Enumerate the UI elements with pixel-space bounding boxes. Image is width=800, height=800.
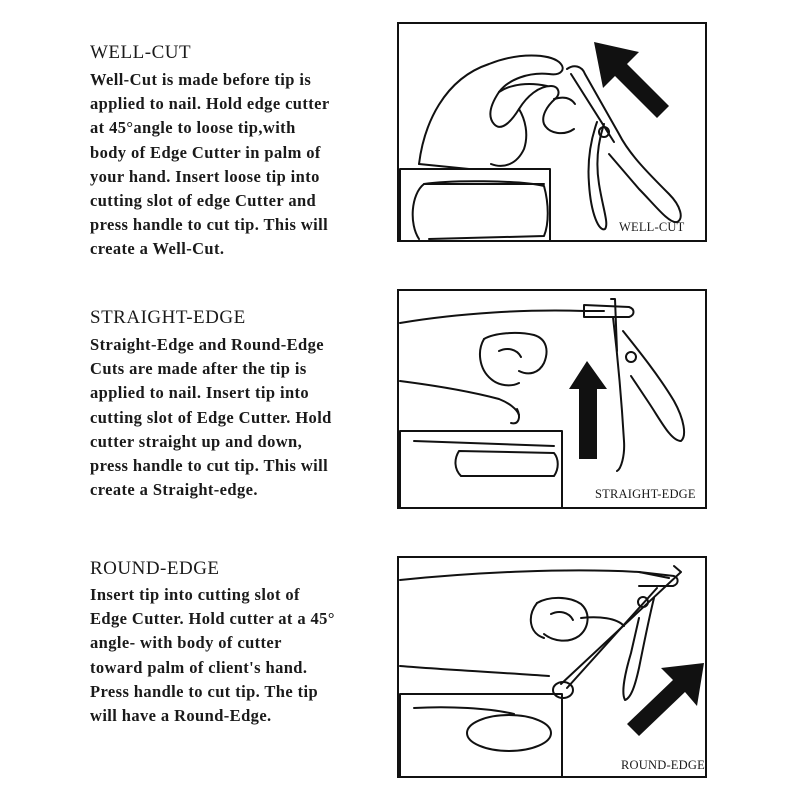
- arrow-up-left-icon: [594, 42, 669, 118]
- round-edge-instructions: [90, 583, 390, 728]
- straight-edge-instructions: [90, 333, 390, 502]
- text-line: Cuts are made after the tip is: [90, 359, 307, 379]
- text-line: at 45°angle to loose tip,with: [90, 118, 296, 138]
- text-line: will have a Round-Edge.: [90, 706, 272, 726]
- hand-holding-edge-cutter-icon: [399, 24, 707, 242]
- text-line: your hand. Insert loose tip into: [90, 166, 320, 186]
- well-cut-section: [0, 0, 800, 260]
- text-line: toward palm of client's hand.: [90, 657, 308, 677]
- text-line: applied to nail. Insert tip into: [90, 383, 310, 403]
- text-line: Well-Cut is made before tip is: [90, 70, 312, 89]
- text-line: cutter straight up and down,: [90, 431, 303, 451]
- text-line: create a Straight-edge.: [90, 480, 258, 500]
- well-cut-instructions: [90, 68, 390, 262]
- straight-edge-caption: STRAIGHT-EDGE: [595, 487, 696, 501]
- text-line: Edge Cutter. Hold cutter at a 45°: [90, 609, 335, 629]
- text-line: body of Edge Cutter in palm of: [90, 142, 321, 162]
- text-line: cutting slot of edge Cutter and: [90, 191, 317, 211]
- text-line: applied to nail. Hold edge cutter: [90, 94, 330, 114]
- cutter-straight-up-icon: [399, 291, 707, 509]
- well-cut-heading: WELL-CUT: [90, 42, 192, 63]
- round-edge-caption: ROUND-EDGE: [621, 758, 705, 772]
- text-line: Straight-Edge and Round-Edge: [90, 335, 324, 354]
- cutter-angled-icon: [399, 558, 707, 778]
- round-edge-illustration-panel: [397, 556, 707, 778]
- text-line: cutting slot of Edge Cutter. Hold: [90, 407, 332, 427]
- text-line: angle- with body of cutter: [90, 633, 282, 653]
- arrow-up-icon: [569, 361, 607, 459]
- straight-edge-illustration-panel: [397, 289, 707, 509]
- text-line: create a Well-Cut.: [90, 239, 225, 259]
- text-line: press handle to cut tip. This will: [90, 215, 329, 235]
- round-edge-section: [0, 540, 800, 790]
- text-line: Press handle to cut tip. The tip: [90, 681, 319, 701]
- straight-edge-section: [0, 280, 800, 520]
- straight-edge-heading: STRAIGHT-EDGE: [90, 307, 246, 328]
- round-edge-heading: ROUND-EDGE: [90, 558, 220, 579]
- well-cut-illustration-panel: [397, 22, 707, 242]
- well-cut-caption: WELL-CUT: [619, 220, 685, 234]
- text-line: Insert tip into cutting slot of: [90, 585, 300, 604]
- text-line: press handle to cut tip. This will: [90, 456, 329, 476]
